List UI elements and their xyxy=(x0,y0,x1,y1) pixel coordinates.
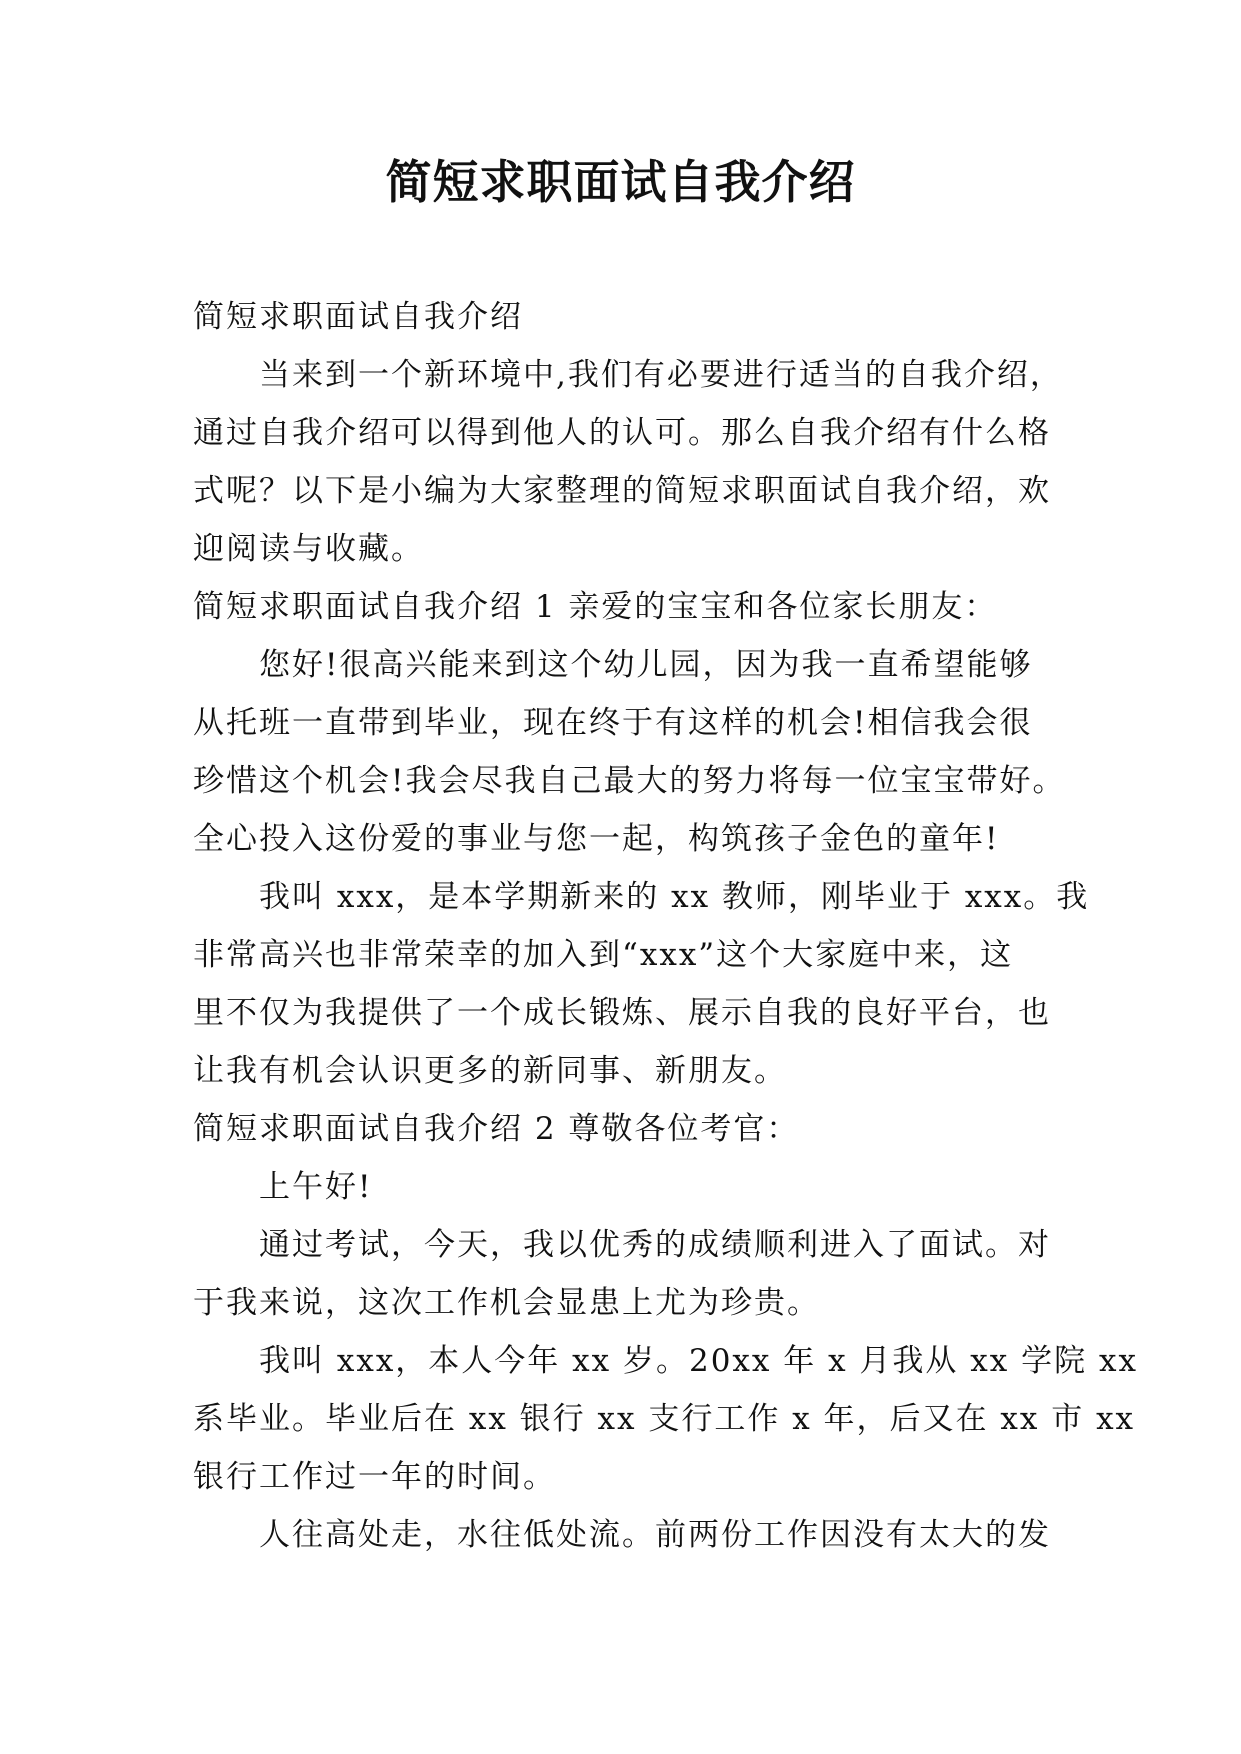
text-line: 系毕业。毕业后在 xx 银行 xx 支行工作 x 年，后又在 xx 市 xx xyxy=(193,1401,1136,1437)
document-title: 简短求职面试自我介绍 xyxy=(385,155,856,209)
text-line: 我叫 xxx，本人今年 xx 岁。20xx 年 x 月我从 xx 学院 xx xyxy=(259,1343,1138,1379)
text-line: 上午好! xyxy=(259,1169,373,1205)
text-line: 从托班一直带到毕业，现在终于有这样的机会!相信我会很 xyxy=(193,705,1033,741)
text-line: 通过考试，今天，我以优秀的成绩顺利进入了面试。对 xyxy=(259,1227,1051,1263)
text-line: 人往高处走，水往低处流。前两份工作因没有太大的发 xyxy=(259,1517,1051,1553)
text-line: 让我有机会认识更多的新同事、新朋友。 xyxy=(193,1053,787,1089)
text-line: 里不仅为我提供了一个成长锻炼、展示自我的良好平台，也 xyxy=(193,995,1051,1031)
text-line: 简短求职面试自我介绍 1 亲爱的宝宝和各位家长朋友： xyxy=(193,589,998,625)
text-line: 通过自我介绍可以得到他人的认可。那么自我介绍有什么格 xyxy=(193,415,1051,451)
text-line: 我叫 xxx，是本学期新来的 xx 教师，刚毕业于 xxx。我 xyxy=(259,879,1090,915)
text-line: 简短求职面试自我介绍 2 尊敬各位考官： xyxy=(193,1111,800,1147)
text-line: 当来到一个新环境中,我们有必要进行适当的自我介绍， xyxy=(259,357,1063,393)
text-line: 银行工作过一年的时间。 xyxy=(193,1459,556,1495)
text-line: 式呢？以下是小编为大家整理的简短求职面试自我介绍，欢 xyxy=(193,473,1051,509)
text-line: 全心投入这份爱的事业与您一起，构筑孩子金色的童年! xyxy=(193,821,1000,857)
document-body xyxy=(193,288,1138,1564)
text-line: 简短求职面试自我介绍 xyxy=(193,299,523,335)
text-line: 非常高兴也非常荣幸的加入到“xxx”这个大家庭中来，这 xyxy=(193,937,1014,973)
text-line: 您好!很高兴能来到这个幼儿园，因为我一直希望能够 xyxy=(259,647,1033,683)
text-line: 迎阅读与收藏。 xyxy=(193,531,424,567)
text-line: 珍惜这个机会!我会尽我自己最大的努力将每一位宝宝带好。 xyxy=(193,763,1066,799)
text-line: 于我来说，这次工作机会显患上尤为珍贵。 xyxy=(193,1285,820,1321)
